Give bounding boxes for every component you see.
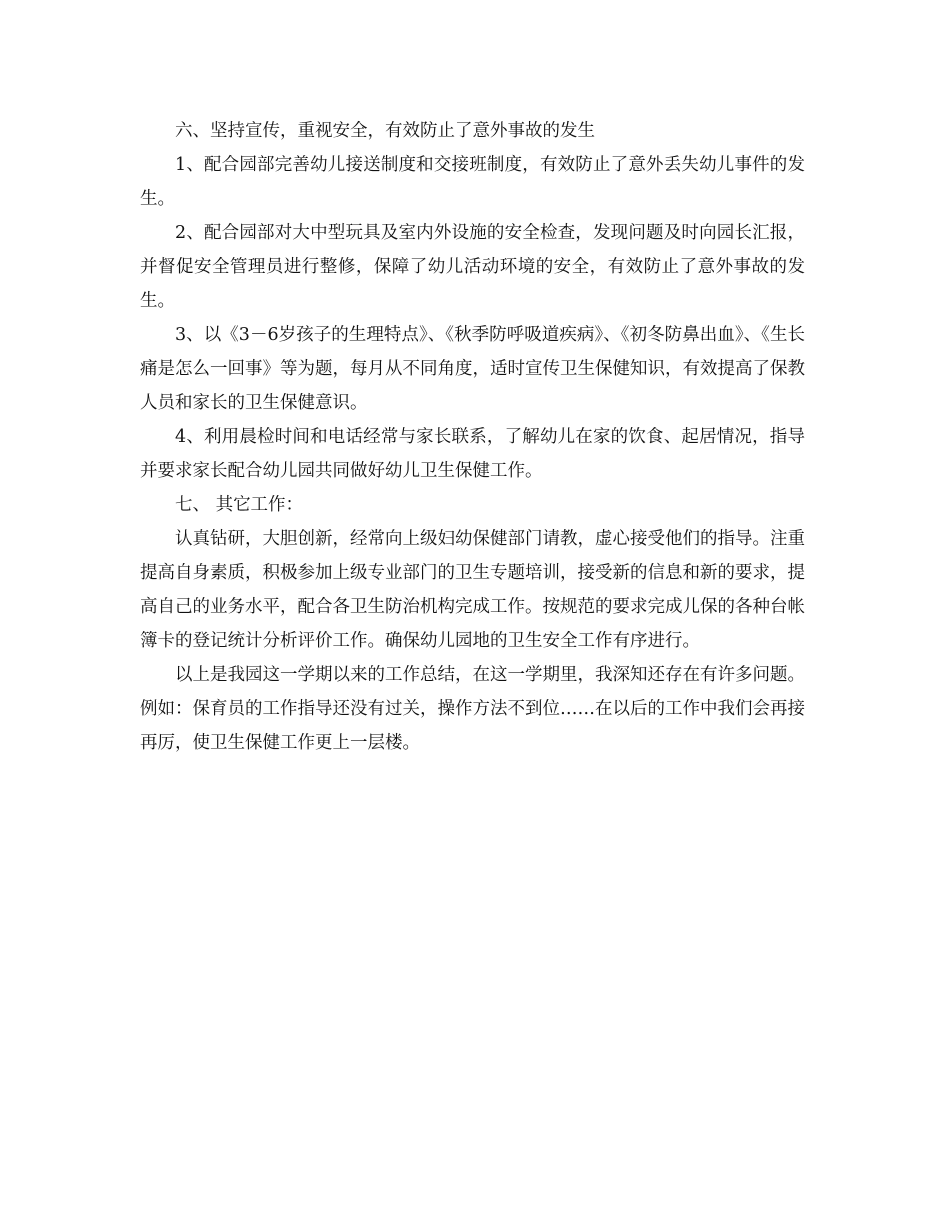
paragraph-item-3: 3、以《3－6岁孩子的生理特点》、《秋季防呼吸道疾病》、《初冬防鼻出血》、《生长痛是怎么一回事》等为题，每月从不同角度，适时宣传卫生保健知识，有效提高了保教人员和家长的卫生保健意识。 — [140, 325, 805, 413]
section-heading-six: 六、坚持宣传，重视安全，有效防止了意外事故的发生 — [175, 121, 595, 141]
paragraph-conclusion: 以上是我园这一学期以来的工作总结，在这一学期里，我深知还存在有许多问题。例如：保育员的工作指导还没有过关，操作方法不到位……在以后的工作中我们会再接再厉，使卫生保健工作更上一层楼。 — [140, 665, 805, 753]
paragraph-item-1: 1、配合园部完善幼儿接送制度和交接班制度，有效防止了意外丢失幼儿事件的发生。 — [140, 155, 805, 209]
paragraph-item-4: 4、利用晨检时间和电话经常与家长联系，了解幼儿在家的饮食、起居情况，指导并要求家长配合幼儿园共同做好幼儿卫生保健工作。 — [140, 427, 805, 481]
paragraph-item-2: 2、配合园部对大中型玩具及室内外设施的安全检查，发现问题及时向园长汇报，并督促安全管理员进行整修，保障了幼儿活动环境的安全，有效防止了意外事故的发生。 — [140, 223, 805, 311]
paragraph-other-work: 认真钻研，大胆创新，经常向上级妇幼保健部门请教，虚心接受他们的指导。注重提高自身素质，积极参加上级专业部门的卫生专题培训，接受新的信息和新的要求，提高自己的业务水平，配合各卫生防治机构完成工作。按规范的要求完成儿保的各种台帐簿卡的登记统计分析评价工作。确保幼儿园地的卫生安全工作有序进行。 — [140, 529, 805, 651]
section-heading-seven: 七、 其它工作： — [175, 495, 304, 515]
document-body — [140, 114, 805, 760]
